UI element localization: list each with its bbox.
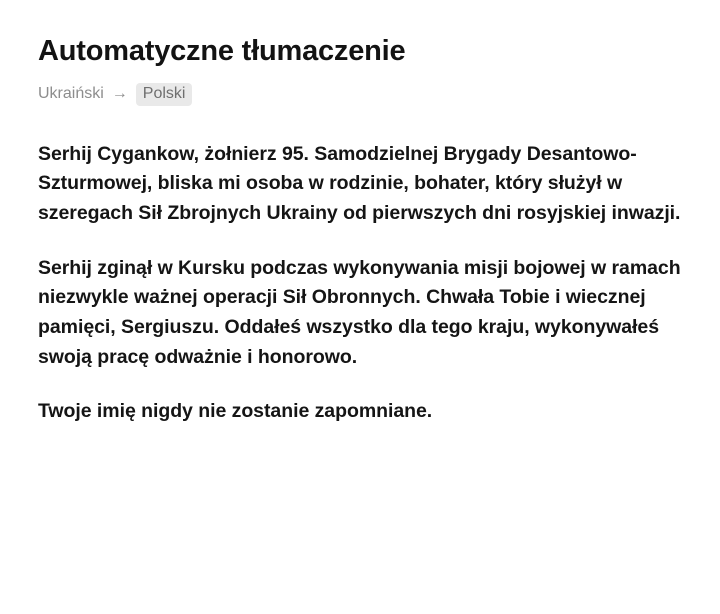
translated-text <box>38 140 682 427</box>
arrow-right-icon: → <box>111 85 128 103</box>
target-language-badge[interactable]: Polski <box>136 83 193 106</box>
page-title: Automatyczne tłumaczenie <box>38 35 406 67</box>
paragraph: Serhij zginął w Kursku podczas wykonywania misji bojowej w ramach niezwykle ważnej operacji Sił Obronnych. Chwała Tobie i wiecznej pamięci, Sergiuszu. Oddałeś wszystko dla tego kraju, wykonywałeś swoją pracę odważnie i honorowo. <box>38 256 681 368</box>
paragraph: Twoje imię nigdy nie zostanie zapomniane. <box>38 400 433 423</box>
source-language-label[interactable]: Ukraiński <box>38 85 104 103</box>
language-pair <box>38 83 682 106</box>
paragraph: Serhij Cygankow, żołnierz 95. Samodzielnej Brygady Desantowo-Szturmowej, bliska mi osoba w rodzinie, bohater, który służył w szeregach Sił Zbrojnych Ukrainy od pierwszych dni rosyjskiej inwazji. <box>38 142 681 225</box>
